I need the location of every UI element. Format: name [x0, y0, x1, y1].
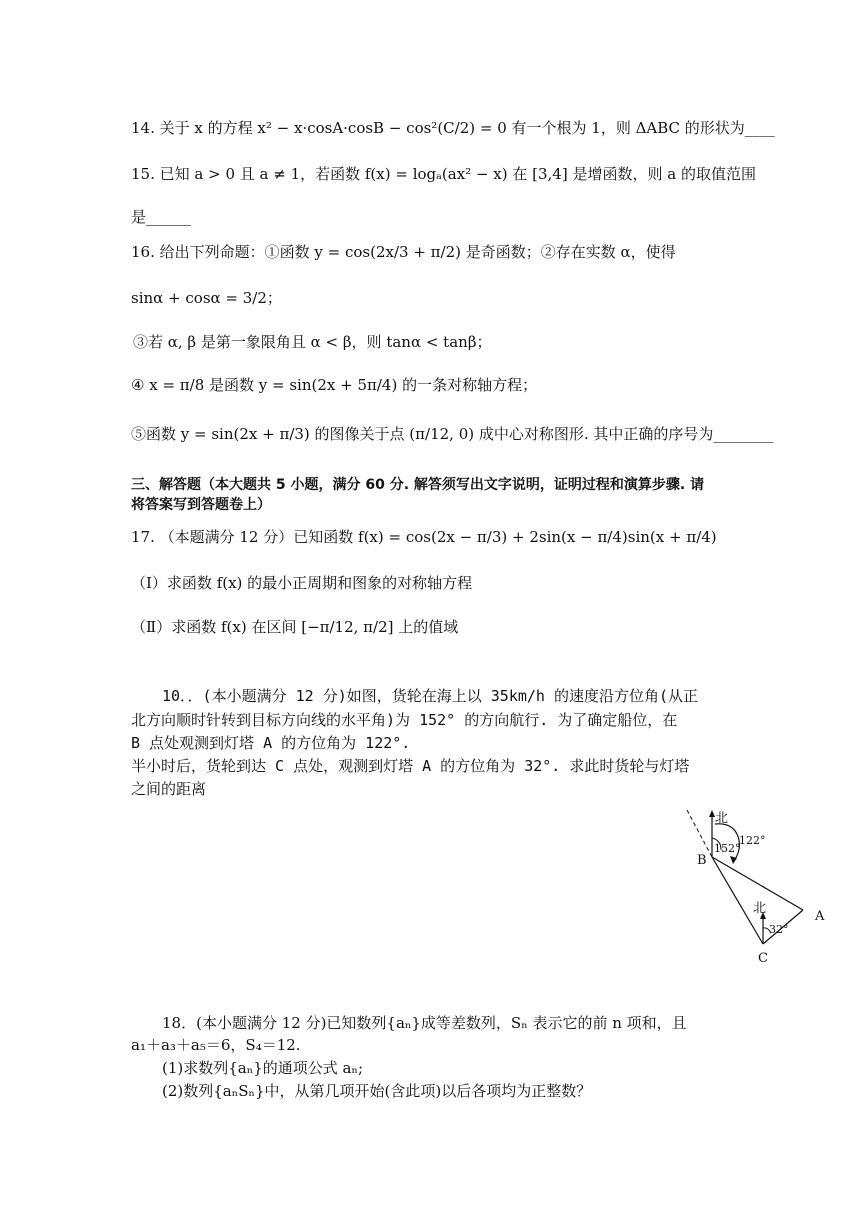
section-header-line2: 将答案写到答题卷上）	[131, 497, 271, 513]
angle-122-label: 122°	[739, 834, 766, 847]
problem-15-line2: 是______	[131, 208, 192, 226]
problem-15-line1: 15. 已知 a > 0 且 a ≠ 1，若函数 f(x) = logₐ(ax² − x) 在 [3,4] 是增函数，则 a 的取值范围	[131, 165, 756, 183]
problem-16-line1: 16. 给出下列命题：①函数 y = cos(2x/3 + π/2) 是奇函数；②存在实数 α，使得	[131, 243, 676, 261]
problem-18-part1: (1)求数列{aₙ}的通项公式 aₙ;	[162, 1059, 364, 1077]
problem-16-item3: ③若 α, β 是第一象限角且 α < β，则 tanα < tanβ；	[133, 333, 492, 351]
point-A-label: A	[815, 909, 825, 924]
problem-16-item4: ④ x = π/8 是函数 y = sin(2x + 5π/4) 的一条对称轴方程；	[131, 376, 538, 394]
problem-16-item5: ⑤函数 y = sin(2x + π/3) 的图像关于点 (π/12, 0) 成中心对称图形. 其中正确的序号为________	[131, 425, 774, 443]
extension-dashed-line	[687, 810, 712, 857]
problem-10-line2: 北方向顺时针转到目标方向线的水平角)为 152° 的方向航行. 为了确定船位，在	[131, 711, 678, 729]
problem-17-stem: 17. （本题满分 12 分）已知函数 f(x) = cos(2x − π/3) + 2sin(x − π/4)sin(x + π/4)	[131, 528, 717, 546]
problem-18-line2: a₁＋a₃＋a₅＝6，S₄＝12.	[131, 1036, 301, 1054]
angle-152-label: 152°	[714, 842, 741, 855]
angle-32-label: 32°	[769, 923, 789, 936]
problem-10-line3: B 点处观测到灯塔 A 的方位角为 122°.	[131, 734, 411, 752]
problem-14: 14. 关于 x 的方程 x² − x·cosA·cosB − cos²(C/2) = 0 有一个根为 1，则 ΔABC 的形状为____	[131, 119, 775, 137]
problem-18-part2: (2)数列{aₙSₙ}中，从第几项开始(含此项)以后各项均为正整数？	[162, 1082, 592, 1100]
north-label-top: 北	[715, 811, 729, 826]
problem-10-line5: 之间的距离	[131, 780, 207, 798]
north-label-bottom: 北	[753, 901, 767, 916]
point-B-label: B	[697, 853, 707, 868]
problem-16-line2: sinα + cosα = 3/2；	[131, 289, 282, 307]
problem-18-line1: 18．(本小题满分 12 分)已知数列{aₙ}成等差数列，Sₙ 表示它的前 n 项和，且	[162, 1014, 687, 1032]
bearing-diagram	[655, 800, 855, 970]
problem-17-part2: （Ⅱ）求函数 f(x) 在区间 [−π/12, π/2] 上的值域	[131, 618, 459, 636]
problem-17-part1: （Ⅰ）求函数 f(x) 的最小正周期和图象的对称轴方程	[131, 574, 473, 592]
section-header-line1: 三、解答题（本大题共 5 小题，满分 60 分. 解答须写出文字说明，证明过程和演算步骤. 请	[131, 477, 705, 493]
problem-10-line1: 10．．(本小题满分 12 分)如图，货轮在海上以 35km/h 的速度沿方位角(从正	[162, 687, 699, 705]
point-C-label: C	[758, 951, 768, 966]
problem-10-line4: 半小时后，货轮到达 C 点处，观测到灯塔 A 的方位角为 32°. 求此时货轮与灯塔	[131, 757, 690, 775]
